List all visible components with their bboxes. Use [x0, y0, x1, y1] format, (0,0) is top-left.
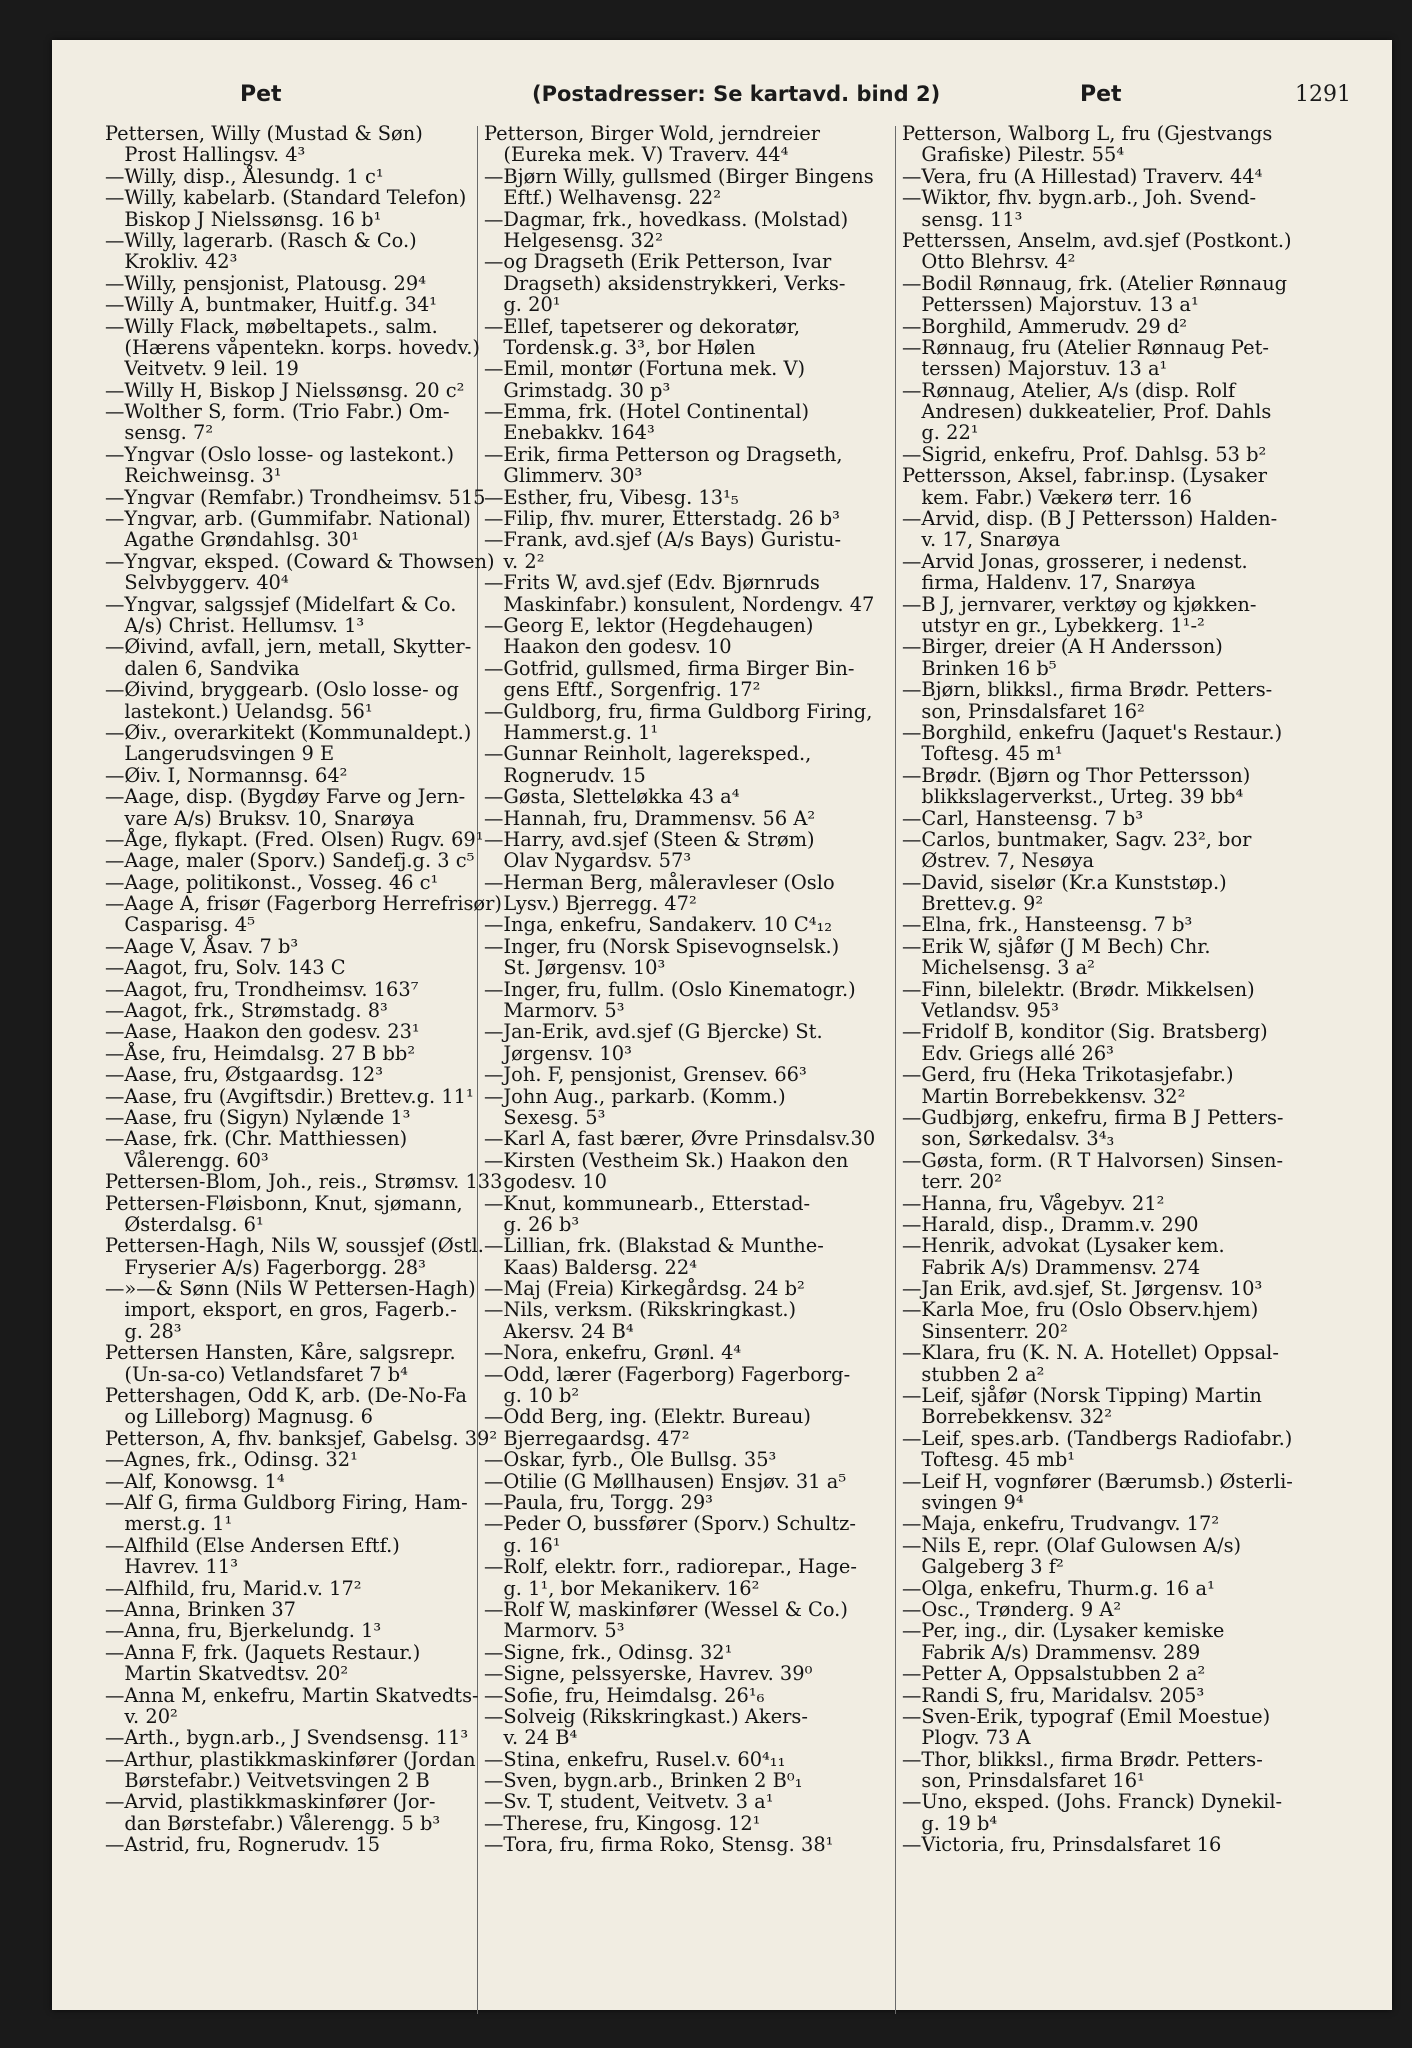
directory-line: Veitvetv. 9 leil. 19: [105, 357, 299, 381]
directory-line: —Therese, fru, Kingosg. 12¹: [484, 1811, 761, 1835]
directory-line: Fabrik A/s) Drammensv. 289: [902, 1640, 1201, 1664]
directory-line: Martin Skatvedtsv. 20²: [105, 1662, 349, 1686]
directory-line: —Agnes, frk., Odinsg. 32¹: [105, 1448, 358, 1472]
directory-line: g. 22¹: [902, 421, 979, 445]
directory-line: —Nils, verksm. (Rikskringkast.): [484, 1298, 797, 1322]
directory-line: Petterson, Birger Wold, jerndreier: [484, 122, 821, 145]
directory-line: Petterson, Walborg L, fru (Gjestvangs: [902, 122, 1273, 145]
directory-line: —Sv. T, student, Veitvetv. 3 a¹: [484, 1790, 774, 1814]
directory-line: Maskinfabr.) konsulent, Nordengv. 47: [484, 592, 875, 616]
directory-line: —Finn, bilelektr. (Brødr. Mikkelsen): [902, 977, 1255, 1001]
directory-line: —Gøsta, Sletteløkka 43 a⁴: [484, 785, 740, 809]
directory-line: Marmorv. 5³: [484, 999, 625, 1023]
directory-line: —Gudbjørg, enkefru, firma B J Petters-: [902, 1105, 1284, 1129]
directory-line: —Maj (Freia) Kirkegårdsg. 24 b²: [484, 1277, 805, 1301]
directory-line: —Arthur, plastikkmaskinfører (Jordan: [105, 1747, 476, 1771]
column-middle: [484, 123, 875, 1856]
directory-line: —Hannah, fru, Drammensv. 56 A²: [484, 806, 816, 830]
directory-line: —Emma, frk. (Hotel Continental): [484, 400, 810, 424]
directory-line: Pettersen-Blom, Joh., reis., Strømsv. 133: [105, 1170, 503, 1194]
directory-line: dan Børstefabr.) Vålerengg. 5 b³: [105, 1811, 441, 1835]
directory-line: Helgesensg. 32²: [484, 228, 663, 252]
directory-line: (Un-sa-co) Vetlandsfaret 7 b⁴: [105, 1362, 408, 1386]
directory-line: —John Aug., parkarb. (Komm.): [484, 1084, 786, 1108]
directory-line: g. 10 b²: [484, 1384, 580, 1408]
directory-line: —Willy Flack, møbeltapets., salm.: [105, 314, 438, 338]
directory-line: —Harald, disp., Dramm.v. 290: [902, 1212, 1199, 1236]
directory-line: Haakon den godesv. 10: [484, 635, 732, 659]
directory-line: —Aage, disp. (Bygdøy Farve og Jern-: [105, 785, 466, 809]
directory-line: —og Dragseth (Erik Petterson, Ivar: [484, 250, 832, 274]
directory-line: Martin Borrebekkensv. 32²: [902, 1084, 1186, 1108]
directory-line: Rognerudv. 15: [484, 763, 646, 787]
directory-line: v. 2²: [484, 549, 545, 573]
directory-page: [52, 40, 1392, 2010]
directory-line: —Carl, Hansteensg. 7 b³: [902, 806, 1144, 830]
directory-line: Brettev.g. 9²: [902, 892, 1044, 916]
directory-line: —Borghild, Ammerudv. 29 d²: [902, 314, 1188, 338]
directory-line: —Arvid Jonas, grosserer, i nedenst.: [902, 549, 1248, 573]
directory-line: —Knut, kommunearb., Etterstad-: [484, 1191, 811, 1215]
directory-line: Tordensk.g. 3³, bor Hølen: [484, 335, 756, 359]
directory-line: A/s) Christ. Hellumsv. 1³: [105, 613, 365, 637]
directory-line: —Aagot, fru, Trondheimsv. 163⁷: [105, 977, 419, 1001]
directory-line: kem. Fabr.) Vækerø terr. 16: [902, 485, 1192, 509]
directory-line: —Rolf, elektr. forr., radiorepar., Hage-: [484, 1555, 857, 1579]
directory-line: og Lilleborg) Magnusg. 6: [105, 1405, 373, 1429]
directory-line: —Aase, Haakon den godesv. 23¹: [105, 1020, 420, 1044]
directory-line: Toftesg. 45 mb¹: [902, 1448, 1076, 1472]
directory-line: Edv. Griegs allé 26³: [902, 1041, 1114, 1065]
directory-line: Brinken 16 b⁵: [902, 656, 1057, 680]
directory-line: son, Prinsdalsfaret 16¹: [902, 1769, 1145, 1793]
directory-line: —Ellef, tapetserer og dekoratør,: [484, 314, 801, 338]
directory-line: —Aagot, frk., Strømstadg. 8³: [105, 999, 388, 1023]
directory-line: son, Prinsdalsfaret 16²: [902, 699, 1145, 723]
directory-line: —Vera, fru (A Hillestad) Traverv. 44⁴: [902, 164, 1263, 188]
directory-line: Krokliv. 42³: [105, 250, 238, 274]
directory-line: Sinsenterr. 20²: [902, 1319, 1068, 1343]
directory-line: —Erik, firma Petterson og Dragseth,: [484, 442, 843, 466]
directory-line: —Leif H, vognfører (Bærumsb.) Østerli-: [902, 1469, 1293, 1493]
directory-line: —Wolther S, form. (Trio Fabr.) Om-: [105, 400, 450, 424]
directory-line: v. 17, Snarøya: [902, 528, 1061, 552]
directory-line: stubben 2 a²: [902, 1362, 1045, 1386]
directory-line: Grafiske) Pilestr. 55⁴: [902, 143, 1125, 167]
directory-line: Casparisg. 4⁵: [105, 913, 255, 937]
directory-line: —Aage, politikonst., Vosseg. 46 c¹: [105, 870, 439, 894]
directory-line: —Rønnaug, Atelier, A/s (disp. Rolf: [902, 378, 1236, 402]
header-left-word: Pet: [240, 82, 282, 107]
directory-line: —Bodil Rønnaug, frk. (Atelier Rønnaug: [902, 271, 1288, 295]
directory-line: Havrev. 11³: [105, 1555, 238, 1579]
directory-line: Pettersen-Fløisbonn, Knut, sjømann,: [105, 1191, 463, 1215]
directory-line: —Aase, fru, Østgaardsg. 12³: [105, 1063, 383, 1087]
directory-line: blikkslagerverkst., Urteg. 39 bb⁴: [902, 785, 1244, 809]
directory-line: —Frank, avd.sjef (A/s Bays) Guristu-: [484, 528, 842, 552]
directory-line: —Arth., bygn.arb., J Svendsensg. 11³: [105, 1726, 469, 1750]
directory-line: —Wiktor, fhv. bygn.arb., Joh. Svend-: [902, 186, 1257, 210]
directory-line: sensg. 11³: [902, 207, 1023, 231]
directory-line: —Øiv. I, Normannsg. 64²: [105, 763, 348, 787]
directory-line: —Aase, fru (Sigyn) Nylænde 1³: [105, 1105, 411, 1129]
directory-line: Plogv. 73 A: [902, 1726, 1031, 1750]
directory-line: —Nora, enkefru, Grønl. 4⁴: [484, 1341, 742, 1365]
directory-line: lastekont.) Uelandsg. 56¹: [105, 699, 373, 723]
directory-line: —Klara, fru (K. N. A. Hotellet) Oppsal-: [902, 1341, 1279, 1365]
directory-line: g. 28³: [105, 1319, 182, 1343]
directory-line: St. Jørgensv. 10³: [484, 956, 666, 980]
directory-line: —Peder O, bussfører (Sporv.) Schultz-: [484, 1512, 856, 1536]
directory-line: —Olga, enkefru, Thurm.g. 16 a¹: [902, 1576, 1215, 1600]
directory-line: —Sven-Erik, typograf (Emil Moestue): [902, 1704, 1271, 1728]
directory-line: —Brødr. (Bjørn og Thor Pettersson): [902, 763, 1251, 787]
directory-line: —Lillian, frk. (Blakstad & Munthe-: [484, 1234, 824, 1258]
column-left: [105, 123, 502, 1856]
directory-line: Borrebekkensv. 32²: [902, 1405, 1113, 1429]
directory-line: Toftesg. 45 m¹: [902, 742, 1063, 766]
directory-line: g. 1¹, bor Mekanikerv. 16²: [484, 1576, 760, 1600]
directory-line: —Aage A, frisør (Fagerborg Herrefrisør): [105, 892, 502, 916]
directory-line: v. 20²: [105, 1704, 178, 1728]
column-divider: [895, 126, 896, 2014]
directory-line: Glimmerv. 30³: [484, 464, 643, 488]
directory-line: —Birger, dreier (A H Andersson): [902, 635, 1223, 659]
directory-line: —Joh. F, pensjonist, Grensev. 66³: [484, 1063, 807, 1087]
directory-line: —Kirsten (Vestheim Sk.) Haakon den: [484, 1148, 849, 1172]
directory-line: —Erik W, sjåfør (J M Bech) Chr.: [902, 934, 1211, 958]
directory-line: —Thor, blikksl., firma Brødr. Petters-: [902, 1747, 1263, 1771]
directory-line: Dragseth) aksidenstrykkeri, Verks-: [484, 271, 846, 295]
directory-line: g. 16¹: [484, 1533, 561, 1557]
directory-line: —Anna F, frk. (Jaquets Restaur.): [105, 1640, 421, 1664]
directory-line: g. 20¹: [484, 293, 561, 317]
directory-line: Andresen) dukkeatelier, Prof. Dahls: [902, 400, 1272, 424]
directory-line: —Guldborg, fru, firma Guldborg Firing,: [484, 699, 873, 723]
directory-line: Petterssen) Majorstuv. 13 a¹: [902, 293, 1199, 317]
page-header: [52, 82, 1392, 112]
directory-line: v. 24 B⁴: [484, 1726, 578, 1750]
directory-line: Østerdalsg. 6¹: [105, 1212, 264, 1236]
directory-line: Akersv. 24 B⁴: [484, 1319, 634, 1343]
directory-line: —Leif, sjåfør (Norsk Tipping) Martin: [902, 1384, 1262, 1408]
directory-line: Lysv.) Bjerregg. 47²: [484, 892, 697, 916]
directory-line: Pettersen, Willy (Mustad & Søn): [105, 122, 423, 145]
directory-line: —Uno, eksped. (Johs. Franck) Dynekil-: [902, 1790, 1283, 1814]
directory-line: —Øivind, avfall, jern, metall, Skytter-: [105, 635, 472, 659]
directory-line: —Yngvar, arb. (Gummifabr. National): [105, 507, 471, 531]
directory-line: —Aagot, fru, Solv. 143 C: [105, 956, 346, 980]
directory-line: —Inger, fru (Norsk Spisevognselsk.): [484, 934, 840, 958]
directory-line: —Øiv., overarkitekt (Kommunaldept.): [105, 720, 472, 744]
directory-line: —Maja, enkefru, Trudvangv. 17²: [902, 1512, 1220, 1536]
directory-line: —Leif, spes.arb. (Tandbergs Radiofabr.): [902, 1426, 1293, 1450]
directory-line: utstyr en gr., Lybekkerg. 1¹-²: [902, 613, 1205, 637]
directory-line: —Aage, maler (Sporv.) Sandefj.g. 3 c⁵: [105, 849, 475, 873]
directory-line: —Inger, fru, fullm. (Oslo Kinematogr.): [484, 977, 856, 1001]
directory-line: Eftf.) Welhavensg. 22²: [484, 186, 722, 210]
directory-line: —Aase, frk. (Chr. Matthiessen): [105, 1127, 408, 1151]
directory-line: Agathe Grøndahlsg. 30¹: [105, 528, 360, 552]
directory-line: —Osc., Trønderg. 9 A²: [902, 1597, 1122, 1621]
directory-line: —»—& Sønn (Nils W Pettersen-Hagh): [105, 1277, 476, 1301]
directory-line: Sexesg. 5³: [484, 1105, 606, 1129]
directory-line: (Eureka mek. V) Traverv. 44⁴: [484, 143, 789, 167]
directory-line: —Aage V, Åsav. 7 b³: [105, 934, 299, 958]
directory-line: —Sven, bygn.arb., Brinken 2 B⁰₁: [484, 1769, 803, 1793]
directory-line: —Harry, avd.sjef (Steen & Strøm): [484, 827, 815, 851]
directory-line: Galgeberg 3 f²: [902, 1555, 1064, 1579]
directory-line: merst.g. 1¹: [105, 1512, 233, 1536]
directory-line: Langerudsvingen 9 E: [105, 742, 335, 766]
directory-line: Michelsensg. 3 a²: [902, 956, 1095, 980]
directory-line: —Paula, fru, Torgg. 29³: [484, 1491, 713, 1514]
directory-line: Otto Blehrsv. 4²: [902, 250, 1076, 274]
directory-line: —Astrid, fru, Rognerudv. 15: [105, 1833, 381, 1857]
directory-line: —Henrik, advokat (Lysaker kem.: [902, 1234, 1225, 1258]
directory-line: —Borghild, enkefru (Jaquet's Restaur.): [902, 720, 1283, 744]
directory-line: —Willy A, buntmaker, Huitf.g. 34¹: [105, 293, 438, 317]
directory-line: dalen 6, Sandvika: [105, 656, 300, 680]
directory-line: —Jan Erik, avd.sjef, St. Jørgensv. 10³: [902, 1277, 1263, 1301]
directory-line: —Filip, fhv. murer, Etterstadg. 26 b³: [484, 507, 840, 531]
directory-line: —Odd, lærer (Fagerborg) Fagerborg-: [484, 1362, 851, 1386]
directory-line: —Per, ing., dir. (Lysaker kemiske: [902, 1619, 1225, 1643]
directory-line: —Dagmar, frk., hovedkass. (Molstad): [484, 207, 849, 231]
directory-line: Selvbyggerv. 40⁴: [105, 571, 289, 595]
directory-line: —Herman Berg, måleravleser (Oslo: [484, 870, 835, 894]
directory-line: —Emil, montør (Fortuna mek. V): [484, 357, 806, 381]
directory-line: —Frits W, avd.sjef (Edv. Bjørnruds: [484, 571, 820, 595]
directory-line: —Esther, fru, Vibesg. 13¹₅: [484, 485, 739, 509]
header-right-word: Pet: [1080, 82, 1122, 107]
directory-line: Pettersson, Aksel, fabr.insp. (Lysaker: [902, 464, 1267, 488]
page-number: 1291: [1295, 82, 1351, 107]
directory-line: gens Eftf., Sorgenfrig. 17²: [484, 678, 761, 702]
directory-line: —Willy H, Biskop J Nielssønsg. 20 c²: [105, 378, 465, 402]
directory-line: Biskop J Nielssønsg. 16 b¹: [105, 207, 382, 231]
directory-line: import, eksport, en gros, Fagerb.-: [105, 1298, 457, 1322]
directory-line: —B J, jernvarer, verktøy og kjøkken-: [902, 592, 1257, 616]
directory-line: —Signe, pelssyerske, Havrev. 39⁰: [484, 1662, 813, 1686]
directory-line: —Alfhild, fru, Marid.v. 17²: [105, 1576, 362, 1600]
directory-line: Pettersen-Hagh, Nils W, soussjef (Østl.: [105, 1234, 484, 1258]
directory-line: Vålerengg. 60³: [105, 1148, 269, 1172]
directory-line: terr. 20²: [902, 1170, 1002, 1194]
directory-line: —Alfhild (Else Andersen Eftf.): [105, 1533, 400, 1557]
directory-line: —Willy, disp., Ålesundg. 1 c¹: [105, 164, 384, 188]
directory-line: godesv. 10: [484, 1170, 607, 1194]
directory-line: Pettershagen, Odd K, arb. (De-No-Fa: [105, 1384, 467, 1408]
directory-line: —Gunnar Reinholt, lagereksped.,: [484, 742, 812, 766]
directory-line: —Willy, pensjonist, Platousg. 29⁴: [105, 271, 426, 295]
directory-line: —Yngvar (Oslo losse- og lastekont.): [105, 442, 455, 466]
directory-line: —Otilie (G Møllhausen) Ensjøv. 31 a⁵: [484, 1469, 847, 1493]
directory-line: —Inga, enkefru, Sandakerv. 10 C⁴₁₂: [484, 913, 833, 937]
directory-line: son, Sørkedalsv. 3⁴₃: [902, 1127, 1115, 1151]
directory-line: —Karla Moe, fru (Oslo Observ.hjem): [902, 1298, 1259, 1322]
directory-line: —Signe, frk., Odinsg. 32¹: [484, 1640, 733, 1664]
directory-line: Hammerst.g. 1¹: [484, 720, 659, 744]
directory-line: firma, Haldenv. 17, Snarøya: [902, 571, 1196, 595]
directory-line: —Willy, lagerarb. (Rasch & Co.): [105, 228, 417, 252]
directory-line: —Georg E, lektor (Hegdehaugen): [484, 613, 814, 637]
directory-line: —Alf G, firma Guldborg Firing, Ham-: [105, 1491, 468, 1514]
directory-line: —Sigrid, enkefru, Prof. Dahlsg. 53 b²: [902, 442, 1267, 466]
directory-line: Bjerregaardsg. 47²: [484, 1426, 690, 1450]
directory-line: terssen) Majorstuv. 13 a¹: [902, 357, 1168, 381]
directory-line: —Oskar, fyrb., Ole Bullsg. 35³: [484, 1448, 777, 1472]
directory-line: —Victoria, fru, Prinsdalsfaret 16: [902, 1833, 1222, 1857]
directory-line: Kaas) Baldersg. 22⁴: [484, 1255, 697, 1279]
directory-line: Fabrik A/s) Drammensv. 274: [902, 1255, 1201, 1279]
directory-line: —Randi S, fru, Maridalsv. 205³: [902, 1683, 1205, 1707]
directory-line: Olav Nygardsv. 57³: [484, 849, 692, 873]
directory-line: —Carlos, buntmaker, Sagv. 23², bor: [902, 827, 1252, 851]
directory-line: Petterson, A, fhv. banksjef, Gabelsg. 39²: [105, 1426, 498, 1450]
directory-line: sensg. 7²: [105, 421, 214, 445]
directory-line: —Gerd, fru (Heka Trikotasjefabr.): [902, 1063, 1234, 1087]
directory-line: —Jan-Erik, avd.sjef (G Bjercke) St.: [484, 1020, 823, 1044]
directory-line: svingen 9⁴: [902, 1491, 1024, 1514]
directory-line: —Yngvar, eksped. (Coward & Thowsen): [105, 549, 495, 573]
directory-line: Pettersen Hansten, Kåre, salgsrepr.: [105, 1341, 456, 1365]
directory-line: Børstefabr.) Veitvetsvingen 2 B: [105, 1769, 430, 1793]
directory-line: —Willy, kabelarb. (Standard Telefon): [105, 186, 467, 210]
directory-line: —Øivind, bryggearb. (Oslo losse- og: [105, 678, 459, 702]
directory-line: Østrev. 7, Nesøya: [902, 849, 1095, 873]
directory-line: Fryserier A/s) Fagerborgg. 28³: [105, 1255, 426, 1279]
directory-line: Reichweinsg. 3¹: [105, 464, 282, 488]
directory-line: g. 26 b³: [484, 1212, 580, 1236]
directory-line: —Fridolf B, konditor (Sig. Bratsberg): [902, 1020, 1268, 1044]
directory-line: —Alf, Konowsg. 1⁴: [105, 1469, 285, 1493]
directory-line: —Bjørn Willy, gullsmed (Birger Bingens: [484, 164, 874, 188]
directory-line: —Arvid, plastikkmaskinfører (Jor-: [105, 1790, 436, 1814]
directory-line: —Rolf W, maskinfører (Wessel & Co.): [484, 1597, 848, 1621]
directory-line: —Rønnaug, fru (Atelier Rønnaug Pet-: [902, 335, 1269, 359]
directory-line: Jørgensv. 10³: [484, 1041, 632, 1065]
directory-line: Grimstadg. 30 p³: [484, 378, 671, 402]
header-center-note: (Postadresser: Se kartavd. bind 2): [532, 82, 941, 106]
column-right: [902, 123, 1293, 1856]
directory-line: —Gotfrid, gullsmed, firma Birger Bin-: [484, 656, 855, 680]
directory-line: —Stina, enkefru, Rusel.v. 60⁴₁₁: [484, 1747, 786, 1771]
directory-line: —Solveig (Rikskringkast.) Akers-: [484, 1704, 808, 1728]
directory-line: —Elna, frk., Hansteensg. 7 b³: [902, 913, 1193, 937]
directory-line: —Yngvar, salgssjef (Midelfart & Co.: [105, 592, 457, 616]
directory-line: —Aase, fru (Avgiftsdir.) Brettev.g. 11¹: [105, 1084, 474, 1108]
directory-line: —Åse, fru, Heimdalsg. 27 B bb²: [105, 1041, 416, 1065]
directory-line: —Anna, Brinken 37: [105, 1597, 297, 1621]
directory-line: Marmorv. 5³: [484, 1619, 625, 1643]
directory-line: Enebakkv. 164³: [484, 421, 655, 445]
directory-line: —Karl A, fast bærer, Øvre Prinsdalsv.30: [484, 1127, 876, 1151]
directory-line: (Hærens våpentekn. korps. hovedv.): [105, 335, 480, 359]
directory-line: —Bjørn, blikksl., firma Brødr. Petters-: [902, 678, 1273, 702]
directory-line: —Arvid, disp. (B J Pettersson) Halden-: [902, 507, 1278, 531]
directory-line: —David, siselør (Kr.a Kunststøp.): [902, 870, 1227, 894]
directory-line: —Yngvar (Remfabr.) Trondheimsv. 515: [105, 485, 486, 509]
directory-line: —Gøsta, form. (R T Halvorsen) Sinsen-: [902, 1148, 1284, 1172]
directory-line: Petterssen, Anselm, avd.sjef (Postkont.): [902, 228, 1292, 252]
directory-line: vare A/s) Bruksv. 10, Snarøya: [105, 806, 415, 830]
directory-line: Vetlandsv. 95³: [902, 999, 1059, 1023]
directory-line: g. 19 b⁴: [902, 1811, 998, 1835]
directory-line: —Anna, fru, Bjerkelundg. 1³: [105, 1619, 382, 1643]
directory-line: —Odd Berg, ing. (Elektr. Bureau): [484, 1405, 811, 1429]
directory-line: Prost Hallingsv. 4³: [105, 143, 306, 167]
directory-line: —Tora, fru, firma Roko, Stensg. 38¹: [484, 1833, 834, 1857]
directory-line: —Nils E, repr. (Olaf Gulowsen A/s): [902, 1533, 1242, 1557]
directory-line: —Petter A, Oppsalstubben 2 a²: [902, 1662, 1206, 1686]
directory-line: —Anna M, enkefru, Martin Skatvedts-: [105, 1683, 479, 1707]
directory-line: —Sofie, fru, Heimdalsg. 26¹₆: [484, 1683, 765, 1707]
directory-line: —Hanna, fru, Vågebyv. 21²: [902, 1191, 1165, 1215]
directory-line: —Åge, flykapt. (Fred. Olsen) Rugv. 69¹: [105, 827, 484, 851]
